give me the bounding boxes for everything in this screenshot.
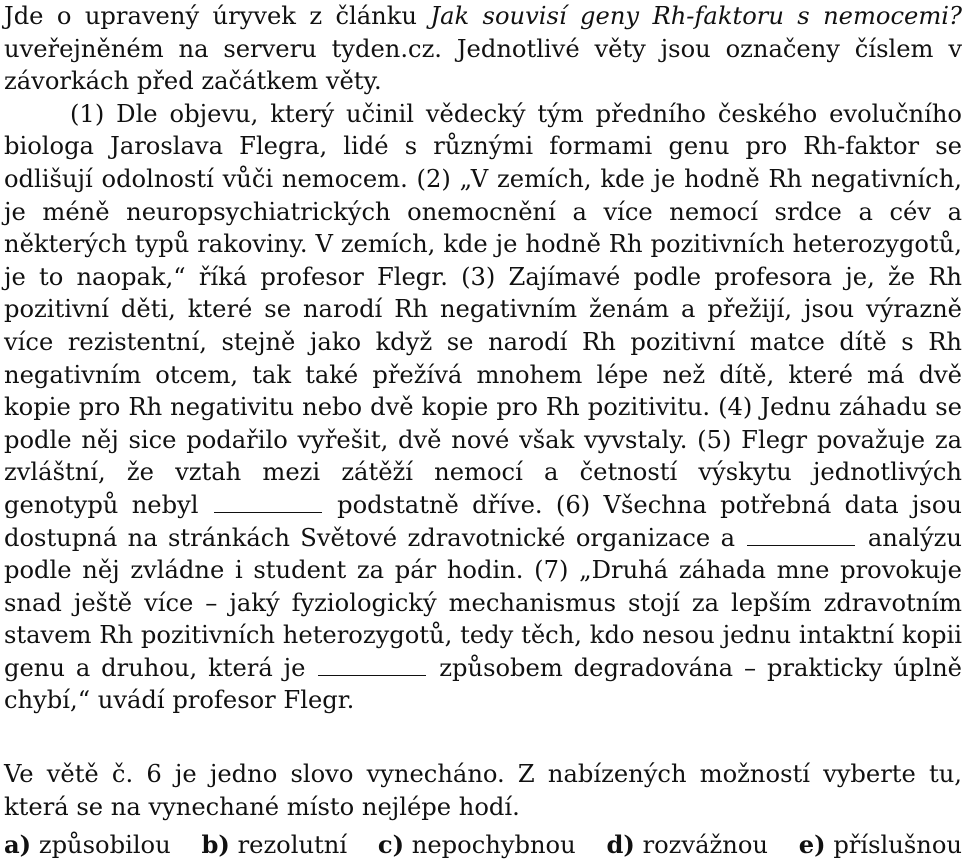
option-text: rozvážnou <box>642 831 768 860</box>
article-excerpt <box>4 98 962 717</box>
option-key: b) <box>201 830 230 860</box>
option-text: příslušnou <box>833 831 962 860</box>
article-title: Jak souvisí geny Rh-faktoru s nemocemi? <box>430 2 962 30</box>
question-text: Ve větě č. 6 je jedno slovo vynecháno. Z nabízených možností vyberte tu, která se na vynechané místo nejlépe hodí. <box>4 760 962 821</box>
option-text: způsobilou <box>38 831 171 860</box>
option-d[interactable] <box>607 829 768 862</box>
option-key: a) <box>4 830 32 860</box>
excerpt-segment-2: podstatně dříve. (6) Všechna potřebná data jsou dostupná na stránkách Světové zdravotnické organizace a <box>4 490 962 552</box>
excerpt-segment-3: analýzu podle něj zvládne i student za pár hodin. (7) „Druhá záhada mne provokuje snad ještě více – jaký fyziologický mechanismus stojí za lepším zdravotním stavem Rh pozitivních heterozygotů, tedy těch, kdo nesou jednu intaktní kopii genu a druhou, která je <box>4 523 962 682</box>
document-page <box>4 0 962 862</box>
blank-sentence-5 <box>214 511 322 513</box>
option-key: e) <box>798 830 826 860</box>
option-text: rezolutní <box>237 831 348 860</box>
option-b[interactable] <box>202 829 348 862</box>
option-c[interactable] <box>378 829 576 862</box>
option-a[interactable] <box>4 829 171 862</box>
intro-text-start: Jde o upravený úryvek z článku <box>4 2 431 30</box>
intro-text-end: uveřejněném na serveru tyden.cz. Jednotlivé věty jsou označeny číslem v závorkách před začátkem věty. <box>4 34 962 96</box>
excerpt-segment-4: způsobem degradována – prakticky úplně chybí,“ uvádí profesor Flegr. <box>4 653 962 715</box>
option-e[interactable] <box>799 829 962 862</box>
option-text: nepochybnou <box>411 831 576 860</box>
option-key: d) <box>606 830 635 860</box>
blank-sentence-6 <box>747 544 855 546</box>
blank-sentence-7 <box>318 674 426 676</box>
excerpt-segment-1: (1) Dle objevu, který učinil vědecký tým předního českého evolučního biologa Jaroslava Flegra, lidé s různými formami genu pro Rh-faktor se odlišují odolností vůči nemocem. (2) „V zemích, kde je hodně Rh negativních, je méně neuropsychiatrických onemocnění a více nemocí srdce a cév a některých typů rakoviny. V zemích, kde je hodně Rh pozitivních heterozygotů, je to naopak,“ říká profesor Flegr. (3) Zajímavé podle profesora je, že Rh pozitivní děti, které se narodí Rh negativním ženám a přežijí, jsou výrazně více rezistentní, stejně jako když se narodí Rh pozitivní matce dítě s Rh negativním otcem, tak také přežívá mnohem lépe než dítě, které má dvě kopie pro Rh negativitu nebo dvě kopie pro Rh pozitivitu. (4) Jednu záhadu se podle něj sice podařilo vyřešit, dvě nové však vyvstaly. (5) Flegr považuje za zvláštní, že vztah mezi zátěží nemocí a četností výskytu jednotlivých genotypů nebyl <box>4 99 962 519</box>
intro-paragraph <box>4 0 962 98</box>
answer-options <box>4 829 962 862</box>
option-key: c) <box>377 830 405 860</box>
